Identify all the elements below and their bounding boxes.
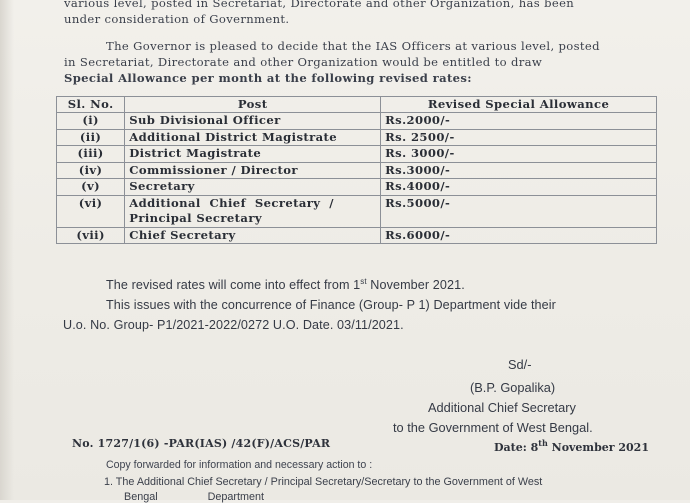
intro-paragraph <box>64 0 660 27</box>
decision-line: The Governor is pleased to decide that the IAS Officers at various level, posted <box>106 39 600 53</box>
allowance-table <box>56 96 657 244</box>
memo-date-text: November 2021 <box>547 441 649 454</box>
table-row <box>57 179 657 196</box>
column-header: Revised Special Allowance <box>381 97 657 113</box>
signatory-designation: Additional Chief Secretary <box>428 400 576 415</box>
concurrence-line: This issues with the concurrence of Finance (Group- P 1) Department vide their <box>106 298 556 312</box>
page-edge-shadow <box>0 0 14 500</box>
copy-forwarded-line: Copy forwarded for information and necessary action to : <box>106 459 373 471</box>
serial-cell: (ii) <box>57 129 125 146</box>
decision-line: in Secretariat, Directorate and other Organization would be entitled to draw <box>64 55 543 69</box>
table-row <box>57 129 657 146</box>
rate-cell: Rs.6000/- <box>381 227 657 244</box>
intro-line: various level, posted in Secretariat, Directorate and other Organization, has been <box>64 0 575 10</box>
post-cell: Additional District Magistrate <box>125 129 381 146</box>
post-cell: Chief Secretary <box>125 227 381 244</box>
signatory-government: to the Government of West Bengal. <box>393 420 593 435</box>
serial-cell: (vii) <box>57 227 125 244</box>
decision-paragraph <box>64 38 660 86</box>
memo-number: No. 1727/1(6) -PAR(IAS) /42(F)/ACS/PAR <box>72 437 331 450</box>
rate-cell: Rs. 2500/- <box>381 129 657 146</box>
table-row <box>57 195 657 227</box>
column-header: Sl. No. <box>57 97 125 113</box>
memo-date-text: Date: 8 <box>494 441 539 454</box>
table-row <box>57 162 657 179</box>
column-header: Post <box>125 97 381 113</box>
effective-date-line <box>106 275 465 295</box>
memo-date <box>494 438 649 454</box>
distribution-text: Bengal <box>124 491 158 503</box>
serial-cell: (v) <box>57 179 125 196</box>
table-row <box>57 146 657 163</box>
intro-line: under consideration of Government. <box>64 12 290 26</box>
rate-cell: Rs.3000/- <box>381 162 657 179</box>
post-cell: Sub Divisional Officer <box>125 113 381 130</box>
post-cell: District Magistrate <box>125 146 381 163</box>
distribution-item-continuation <box>124 491 314 503</box>
serial-cell: (vi) <box>57 195 125 227</box>
rate-cell: Rs.4000/- <box>381 179 657 196</box>
post-cell: Commissioner / Director <box>125 162 381 179</box>
rate-cell: Rs. 3000/- <box>381 146 657 163</box>
effective-date-text: November 2021. <box>366 278 465 292</box>
signature-mark: Sd/- <box>508 357 532 372</box>
ordinal-suffix: st <box>360 277 367 286</box>
post-cell-line: Additional Chief Secretary / <box>129 195 334 210</box>
table-header-row <box>57 97 657 113</box>
post-cell: Secretary <box>125 179 381 196</box>
distribution-item: 1. The Additional Chief Secretary / Principal Secretary/Secretary to the Government of West <box>104 476 543 488</box>
ordinal-suffix: th <box>538 438 548 448</box>
rate-cell: Rs.5000/- <box>381 195 657 227</box>
serial-cell: (iii) <box>57 146 125 163</box>
distribution-text: Department <box>207 491 265 503</box>
serial-cell: (iv) <box>57 162 125 179</box>
post-cell <box>125 195 381 227</box>
uo-reference-line: U.o. No. Group- P1/2021-2022/0272 U.O. Date. 03/11/2021. <box>63 318 404 332</box>
table-row <box>57 113 657 130</box>
signatory-name: (B.P. Gopalika) <box>470 380 556 395</box>
effective-date-text: The revised rates will come into effect from 1 <box>106 278 361 292</box>
table-row <box>57 227 657 244</box>
decision-line: Special Allowance per month at the following revised rates: <box>64 71 472 85</box>
post-cell-line: Principal Secretary <box>129 211 262 225</box>
rate-cell: Rs.2000/- <box>381 113 657 130</box>
serial-cell: (i) <box>57 113 125 130</box>
